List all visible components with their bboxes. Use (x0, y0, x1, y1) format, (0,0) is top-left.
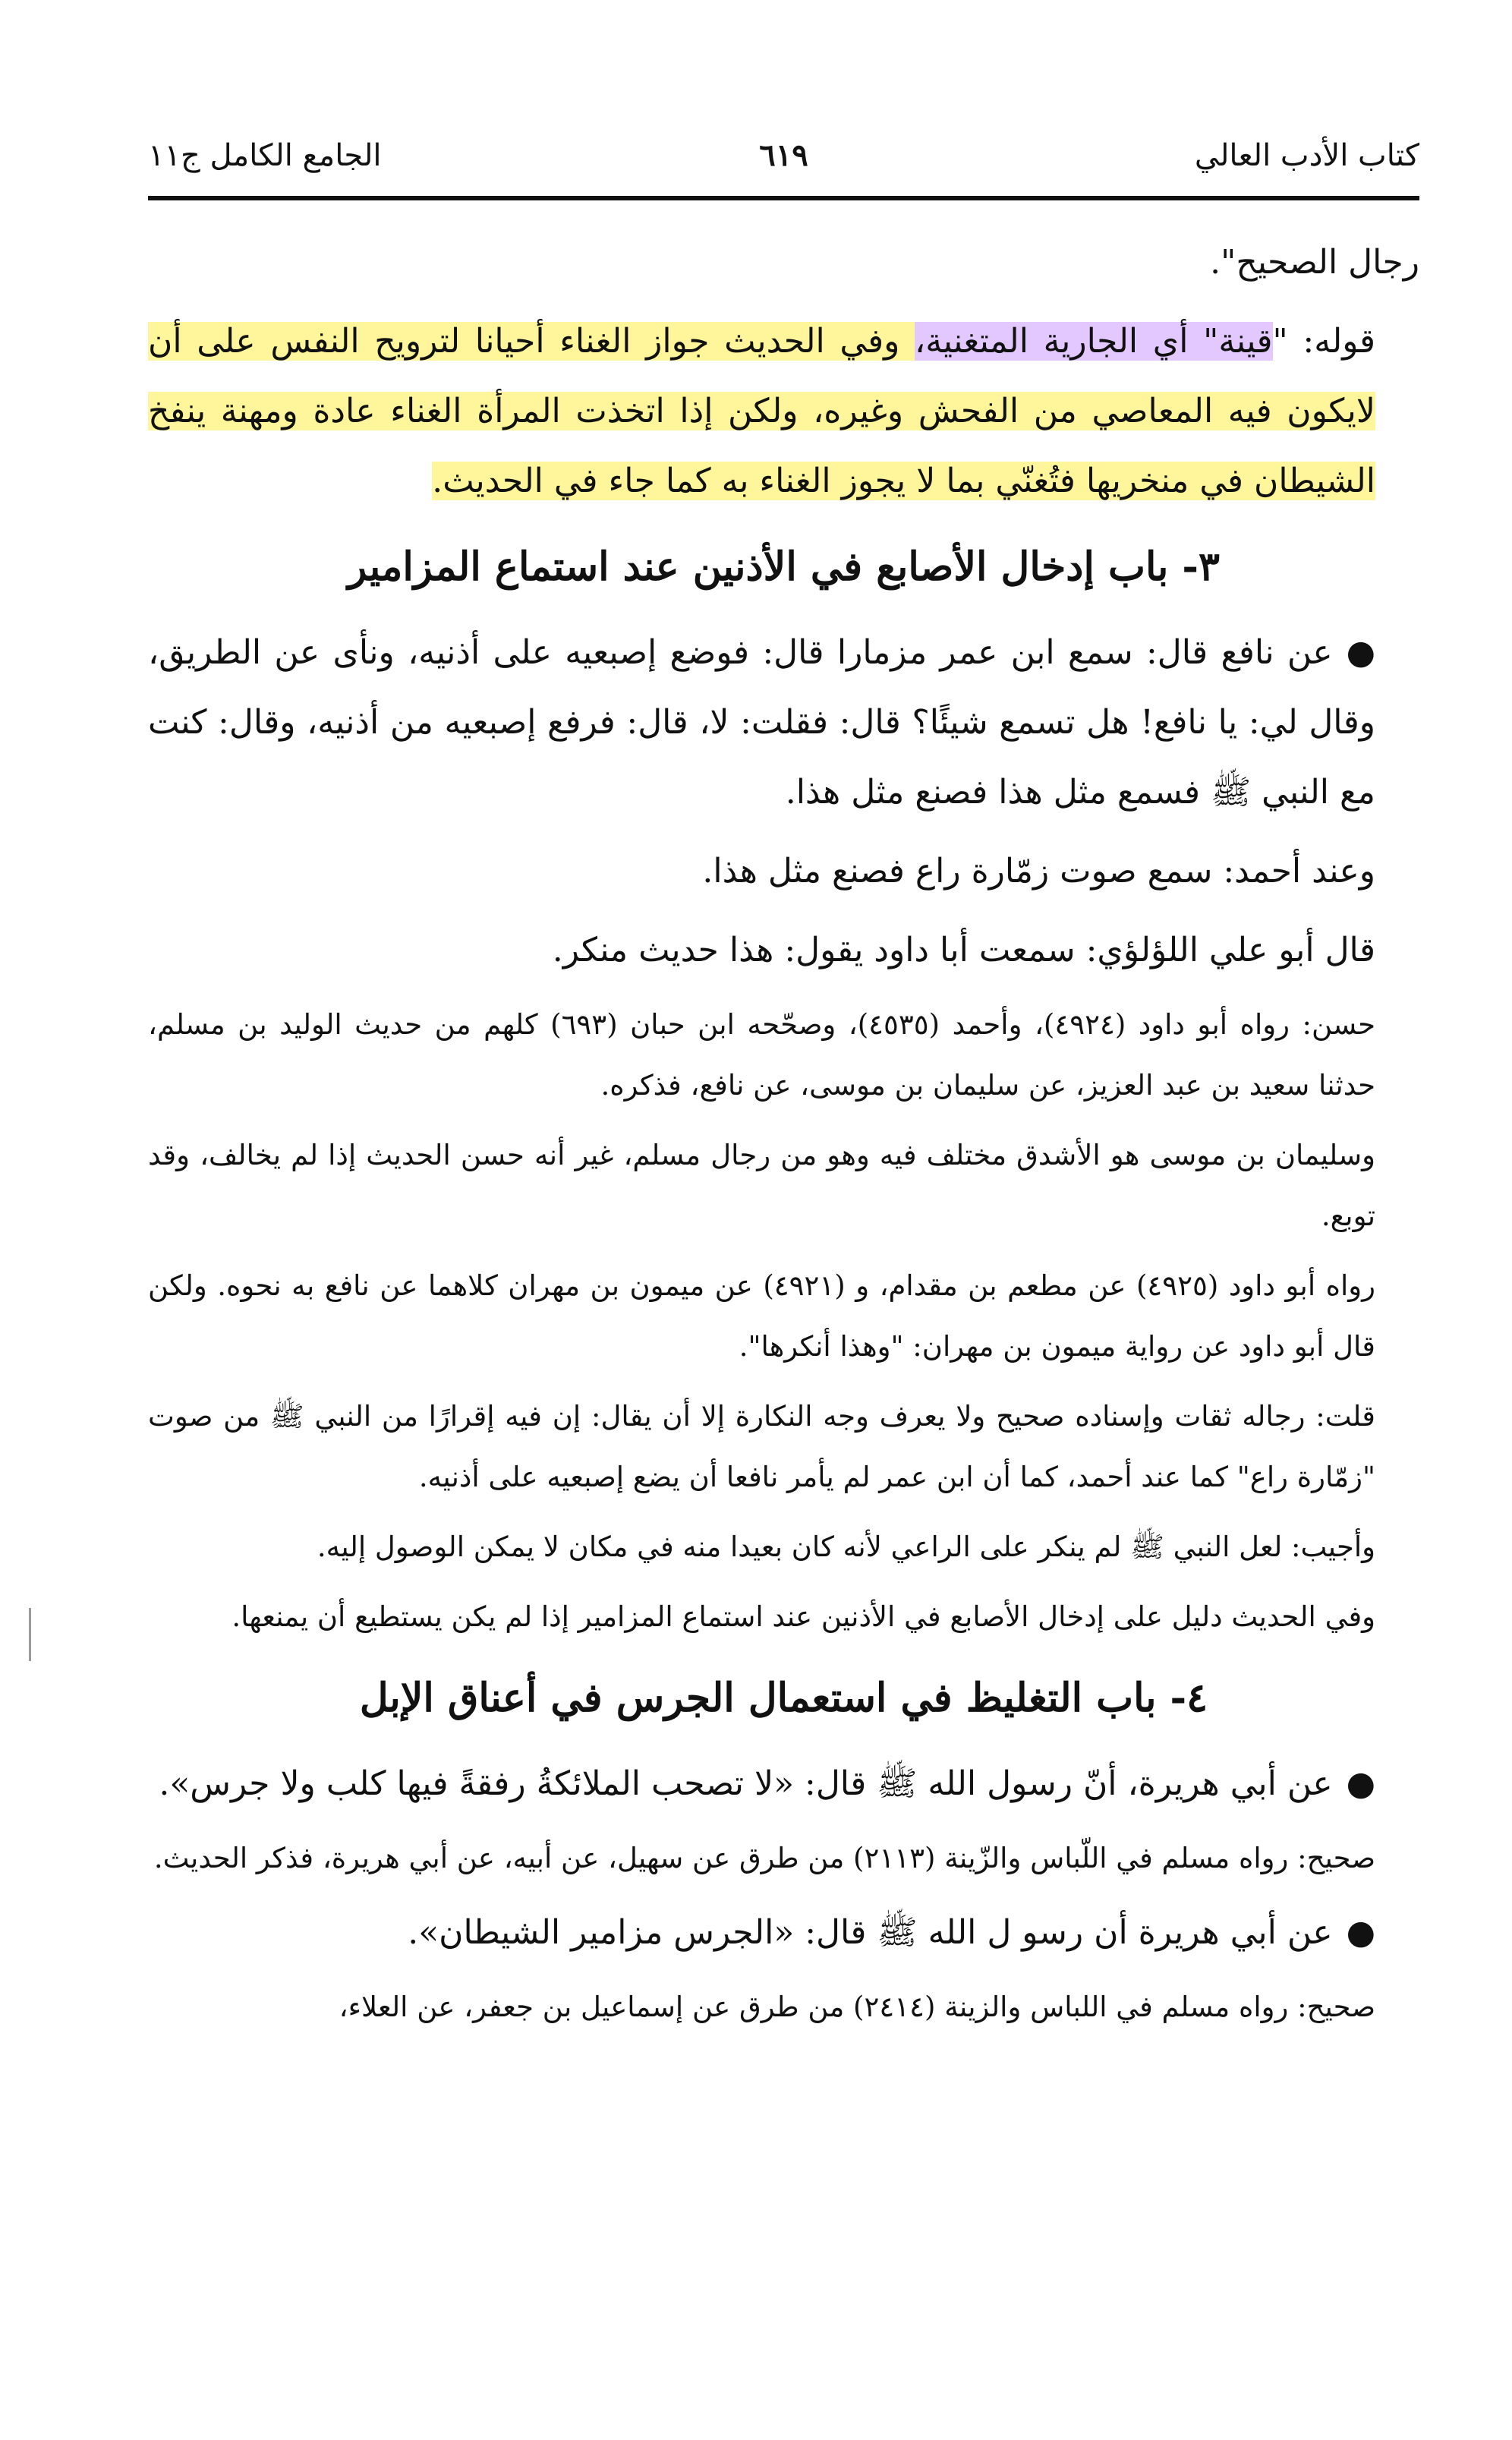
bullet-icon: ● (1346, 633, 1375, 672)
margin-mark (29, 1608, 31, 1661)
bullet-icon: ● (1346, 1764, 1375, 1803)
quote-lead: قوله: " (1272, 322, 1375, 361)
book-title: كتاب الأدب العالي (1194, 138, 1419, 173)
paragraph-4: وعند أحمد: سمع صوت زمّارة راع فصنع مثل هذا. (702, 852, 1375, 891)
paragraph-2-highlighted (148, 307, 1419, 516)
volume-title: الجامع الكامل ج١١ (148, 138, 382, 173)
paragraph-5: قال أبو علي اللؤلؤي: سمعت أبا داود يقول: هذا حديث منكر. (552, 931, 1375, 969)
note-paragraph-7: وسليمان بن موسى هو الأشدق مختلف فيه وهو من رجال مسلم، غير أنه حسن الحديث إذا لم يخالف، وقد توبع. (148, 1139, 1375, 1232)
page-header (148, 129, 1419, 182)
hadith-paragraph-14 (148, 1898, 1419, 1968)
note-paragraph-9: قلت: رجاله ثقات وإسناده صحيح ولا يعرف وجه النكارة إلا أن يقال: إن فيه إقرارًا من النبي ﷺ من صوت "زمّارة راع" كما عند أحمد، كما أن ابن عمر لم يأمر نافعا أن يضع إصبعيه على أذنيه. (148, 1400, 1375, 1493)
hadith-text-14: عن أبي هريرة أن رسو ل الله ﷺ قال: «الجرس مزامير الشيطان». (408, 1913, 1333, 1952)
note-paragraph-11: وفي الحديث دليل على إدخال الأصابع في الأذنين عند استماع المزامير إذا لم يكن يستطيع أن يمنعها. (232, 1600, 1375, 1633)
note-paragraph-15: صحيح: رواه مسلم في اللباس والزينة (٢٤١٤) من طرق عن إسماعيل بن جعفر، عن العلاء، (339, 1991, 1375, 2023)
note-paragraph-8: رواه أبو داود (٤٩٢٥) عن مطعم بن مقدام، و (٤٩٢١) عن ميمون بن مهران كلاهما عن نافع به نحوه. ولكن قال أبو داود عن رواية ميمون بن مهران: "وهذا أنكرها". (148, 1269, 1375, 1363)
page-number: ٦١٩ (759, 137, 808, 173)
hadith-text-12: عن أبي هريرة، أنّ رسول الله ﷺ قال: «لا تصحب الملائكةُ رفقةً فيها كلب ولا جرس». (159, 1764, 1333, 1803)
paragraph-1: رجال الصحيح". (1210, 243, 1419, 282)
hadith-paragraph-3 (148, 618, 1419, 828)
highlight-yellow: وفي الحديث جواز الغناء أحيانا لترويح النفس على أن لايكون فيه المعاصي من الفحش وغيره، ولكن إذا اتخذت المرأة الغناء عادة ومهنة ينفخ الشيطان في منخريها فتُغنّي بما لا يجوز الغناء به كما جاء في الحديث. (148, 322, 1375, 500)
page-body (148, 228, 1419, 2047)
highlight-purple: قينة" أي الجارية المتغنية، (915, 322, 1273, 361)
note-paragraph-13: صحيح: رواه مسلم في اللّباس والزّينة (٢١١٣) من طرق عن سهيل، عن أبيه، عن أبي هريرة، فذكر الحديث. (153, 1842, 1375, 1874)
note-paragraph-6: حسن: رواه أبو داود (٤٩٢٤)، وأحمد (٤٥٣٥)، وصحّحه ابن حبان (٦٩٣) كلهم من حديث الوليد بن مسلم، حدثنا سعيد بن عبد العزيز، عن سليمان بن موسى، عن نافع، فذكره. (148, 1008, 1375, 1102)
hadith-paragraph-12 (148, 1749, 1419, 1819)
bullet-icon: ● (1346, 1913, 1375, 1952)
hadith-text-3: عن نافع قال: سمع ابن عمر مزمارا قال: فوضع إصبعيه على أذنيه، ونأى عن الطريق، وقال لي: يا نافع! هل تسمع شيئًا؟ قال: فقلت: لا، قال: فرفع إصبعيه من أذنيه، وقال: كنت مع النبي ﷺ فسمع مثل هذا فصنع مثل هذا. (148, 633, 1375, 812)
chapter-title-4: ٤- باب التغليظ في استعمال الجرس في أعناق الإبل (359, 1675, 1208, 1721)
chapter-title-3: ٣- باب إدخال الأصابع في الأذنين عند استماع المزامير (348, 544, 1220, 590)
note-paragraph-10: وأجيب: لعل النبي ﷺ لم ينكر على الراعي لأنه كان بعيدا منه في مكان لا يمكن الوصول إليه. (317, 1531, 1375, 1563)
header-rule (148, 196, 1419, 200)
